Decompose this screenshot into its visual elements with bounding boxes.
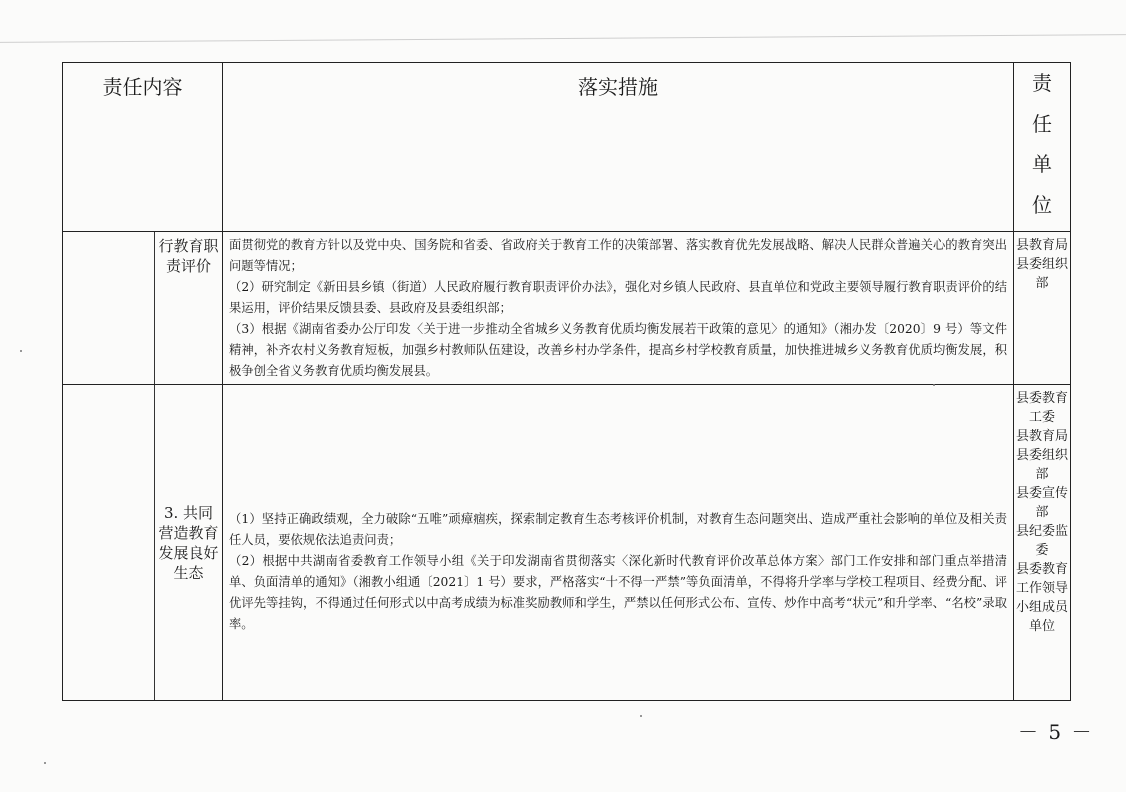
scan-edge-line [0,34,1126,43]
row-measures [223,232,1014,385]
measure-item: （3）根据《湖南省委办公厅印发〈关于进一步推动全省城乡义务教育优质均衡发展若干政策的意见〉的通知》（湘办发〔2020〕9 号）等文件精神，补齐农村义务教育短板，加强乡村教师队伍建设，改善乡村办学条件，提高乡村学校教育质量，加快推进城乡义务教育优质均衡发展，积极争创全省义务教育优质均衡发展县。 [229,322,1007,378]
header-content: 责任内容 [63,63,223,232]
row-content: 行教育职责评价 [155,232,223,385]
table-row [63,385,1071,701]
unit-item: 县委教育工委 [1015,391,1068,425]
row-content: 3. 共同营造教育发展良好生态 [155,385,223,701]
blank-cell [63,385,155,701]
header-unit-char: 位 [1032,192,1052,217]
row-measures [223,385,1014,701]
unit-item: 县纪委监委 [1015,524,1068,558]
scan-speck [44,762,46,764]
unit-item: 县委组织部 [1015,448,1068,482]
table-row [63,232,1071,385]
header-unit-char: 任 [1032,111,1052,136]
scan-speck [933,384,935,386]
scan-speck [20,350,22,352]
table-header-row [63,63,1071,232]
blank-cell [63,232,155,385]
responsibility-table [62,62,1071,701]
header-unit-char: 责 [1032,71,1052,95]
page-number: － 5 － [1018,720,1094,744]
row-units [1014,385,1071,701]
header-unit-char: 单 [1032,152,1052,176]
unit-item: 县教育局 [1015,238,1068,253]
unit-item: 县委宣传部 [1015,486,1068,520]
scan-speck [640,715,642,717]
row-units [1014,232,1071,385]
measure-item: （2）根据中共湖南省委教育工作领导小组《关于印发湖南省贯彻落实〈深化新时代教育评价改革总体方案〉部门工作安排和部门重点举措清单、负面清单的通知》（湘教小组通〔2021〕1 号）要求，严格落实“十不得一严禁”等负面清单，不得将升学率与学校工程项目、经费分配、评优评先等挂钩，不得通过任何形式以中高考成绩为标准奖励教师和学生，严禁以任何形式公布、宣传、炒作中高考“状元”和升学率、“名校”录取率。 [229,553,1007,631]
unit-item: 县委教育工作领导小组成员单位 [1015,562,1068,634]
measure-item: 面贯彻党的教育方针以及党中央、国务院和省委、省政府关于教育工作的决策部署、落实教育优先发展战略、解决人民群众普遍关心的教育突出问题等情况； [229,238,1007,273]
header-measures: 落实措施 [223,63,1014,232]
measure-item: （1）坚持正确政绩观，全力破除“五唯”顽瘴痼疾，探索制定教育生态考核评价机制，对教育生态问题突出、造成严重社会影响的单位及相关责任人员，要依规依法追责问责； [229,511,1007,547]
unit-item: 县教育局 [1015,429,1068,444]
unit-item: 县委组织部 [1015,257,1068,291]
header-unit [1014,63,1071,232]
measure-item: （2）研究制定《新田县乡镇（街道）人民政府履行教育职责评价办法》，强化对乡镇人民政府、县直单位和党政主要领导履行教育职责评价的结果运用，评价结果反馈县委、县政府及县委组织部； [229,280,1007,315]
